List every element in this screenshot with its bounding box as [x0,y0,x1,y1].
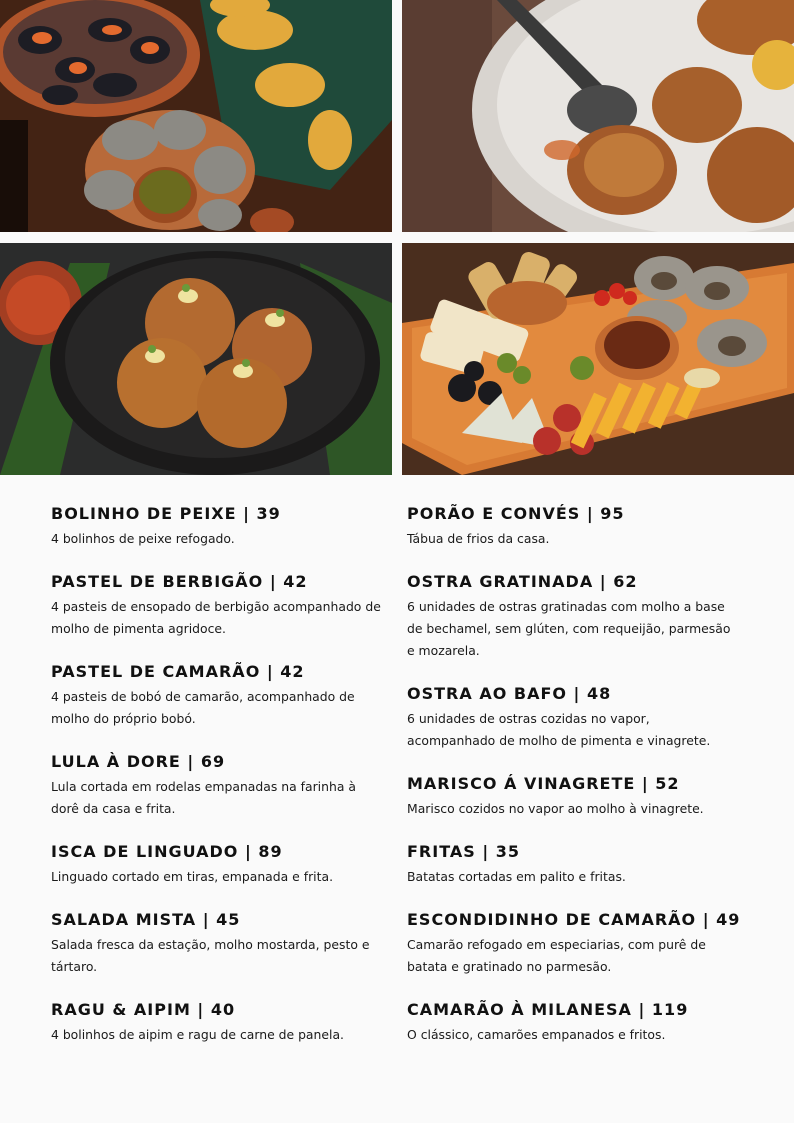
menu-item [407,908,741,978]
menu-item-description: Linguado cortado em tiras, empanada e frita. [51,869,334,884]
menu-item-description: Marisco cozidos no vapor ao molho à vinagrete. [407,801,704,816]
menu-item [51,570,381,640]
menu-item [51,998,381,1046]
menu-item-description: Batatas cortadas em palito e fritas. [407,869,626,884]
menu-item [51,660,381,730]
menu-item-title: ISCA DE LINGUADO | 89 [51,842,283,861]
menu-item-description: Tábua de frios da casa. [407,531,550,546]
menu-item-title: LULA À DORE | 69 [51,752,226,771]
bolinhos-de-peixe-bowl-photo [0,243,392,475]
menu-item-description: 4 pasteis de bobó de camarão, acompanhado de molho do próprio bobó. [51,689,355,726]
menu-item [51,840,381,888]
menu-item-title: CAMARÃO À MILANESA | 119 [407,1000,689,1019]
menu-column-right [407,502,741,1046]
menu-item [51,502,381,550]
menu-item-description: 6 unidades de ostras cozidas no vapor, acompanhado de molho de pimenta e vinagrete. [407,711,711,748]
fried-bolinhos-on-plate-photo [402,0,794,232]
menu-item-title: BOLINHO DE PEIXE | 39 [51,504,281,523]
menu-item-title: ESCONDIDINHO DE CAMARÃO | 49 [407,910,741,929]
menu-item-description: Lula cortada em rodelas empanadas na farinha à dorê da casa e frita. [51,779,356,816]
menu-item-title: PASTEL DE CAMARÃO | 42 [51,662,305,681]
menu-item [407,998,737,1046]
menu-item [407,772,737,820]
menu-item-title: RAGU & AIPIM | 40 [51,1000,236,1019]
menu-item-description: 6 unidades de ostras gratinadas com molho a base de bechamel, sem glúten, com requeijão, parmesão e mozarela. [407,599,731,658]
menu-item-title: FRITAS | 35 [407,842,521,861]
menu-item-description: Salada fresca da estação, molho mostarda, pesto e tártaro. [51,937,370,974]
menu-item [407,840,737,888]
menu-item-description: Camarão refogado em especiarias, com purê de batata e gratinado no parmesão. [407,937,706,974]
menu-item [51,750,381,820]
menu-item [407,502,737,550]
menu-item-description: 4 bolinhos de aipim e ragu de carne de panela. [51,1027,344,1042]
charcuterie-board-photo [402,243,794,475]
menu-item-title: PORÃO E CONVÉS | 95 [407,504,625,523]
menu-item-description: 4 pasteis de ensopado de berbigão acompanhado de molho de pimenta agridoce. [51,599,381,636]
menu-item-title: MARISCO Á VINAGRETE | 52 [407,774,680,793]
menu-item-title: OSTRA GRATINADA | 62 [407,572,638,591]
menu-item [51,908,381,978]
menu-item [407,570,737,662]
menu-column-left [51,502,381,1046]
menu-item-title: OSTRA AO BAFO | 48 [407,684,612,703]
menu-item-title: PASTEL DE BERBIGÃO | 42 [51,572,308,591]
menu-item-description: O clássico, camarões empanados e fritos. [407,1027,666,1042]
mussels-and-gratin-oysters-photo [0,0,392,232]
menu-item-title: SALADA MISTA | 45 [51,910,241,929]
menu-item [407,682,737,752]
menu-item-description: 4 bolinhos de peixe refogado. [51,531,235,546]
